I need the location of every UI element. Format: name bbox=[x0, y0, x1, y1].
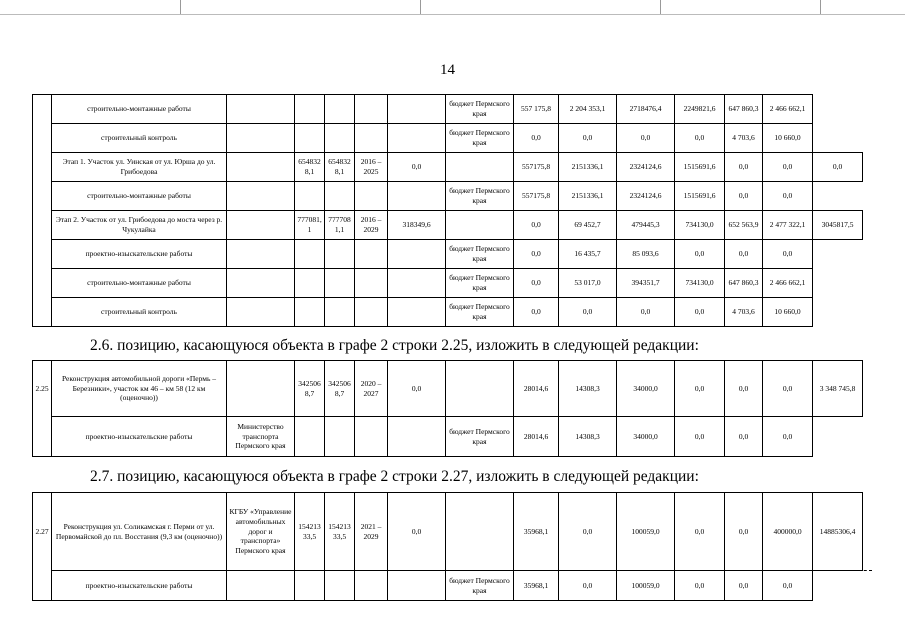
value-7: 0,0 bbox=[813, 153, 863, 182]
value-2: 16 435,7 bbox=[559, 240, 617, 269]
code-cell-2: 654832 8,1 bbox=[325, 153, 355, 182]
table-row bbox=[33, 124, 863, 153]
source-cell: бюджет Пермского края bbox=[446, 417, 514, 457]
instruction-2-6: 2.6. позицию, касающуюся объекта в графе 2 строки 2.25, изложить в следующей редакции: bbox=[90, 337, 699, 354]
value-1: 557175,8 bbox=[514, 182, 559, 211]
object-name: Реконструкция автомобильной дороги «Пермь – Березники», участок км 46 – км 58 (12 км (оценочно)) bbox=[52, 361, 227, 417]
value-6: 0,0 bbox=[763, 571, 813, 601]
table-row bbox=[33, 95, 863, 124]
source-cell: бюджет Пермского края bbox=[446, 95, 514, 124]
table-row bbox=[33, 571, 863, 601]
code-cell-2 bbox=[325, 182, 355, 211]
cost-cell bbox=[388, 124, 446, 153]
customer-cell bbox=[227, 95, 295, 124]
value-4: 0,0 bbox=[675, 417, 725, 457]
code-cell-2 bbox=[325, 95, 355, 124]
years-cell bbox=[355, 95, 388, 124]
top-rule bbox=[0, 0, 905, 15]
customer-cell: КГБУ «Управление автомобильных дорог и транспорта» Пермского края bbox=[227, 493, 295, 571]
value-6: 0,0 bbox=[763, 182, 813, 211]
source-cell bbox=[446, 493, 514, 571]
row-number bbox=[33, 124, 52, 153]
value-5: 0,0 bbox=[725, 493, 763, 571]
value-3: 0,0 bbox=[617, 124, 675, 153]
dashed-divider bbox=[822, 570, 872, 572]
source-cell: бюджет Пермского края bbox=[446, 240, 514, 269]
value-5: 0,0 bbox=[725, 182, 763, 211]
row-number bbox=[33, 182, 52, 211]
value-2: 2151336,1 bbox=[559, 182, 617, 211]
value-2: 69 452,7 bbox=[559, 211, 617, 240]
value-6: 2 477 322,1 bbox=[763, 211, 813, 240]
cost-cell bbox=[388, 182, 446, 211]
value-3: 479445,3 bbox=[617, 211, 675, 240]
value-2: 0,0 bbox=[559, 124, 617, 153]
years-cell bbox=[355, 269, 388, 298]
code-cell-1: 342506 8,7 bbox=[295, 361, 325, 417]
value-1: 0,0 bbox=[514, 298, 559, 327]
instruction-2-7: 2.7. позицию, касающуюся объекта в графе 2 строки 2.27, изложить в следующей редакции: bbox=[90, 468, 699, 485]
row-number bbox=[33, 153, 52, 182]
value-3: 2718476,4 bbox=[617, 95, 675, 124]
value-1: 35968,1 bbox=[514, 493, 559, 571]
table-row bbox=[33, 153, 863, 182]
code-cell-1 bbox=[295, 298, 325, 327]
value-3: 2324124,6 bbox=[617, 182, 675, 211]
code-cell-2 bbox=[325, 124, 355, 153]
value-6: 0,0 bbox=[763, 361, 813, 417]
object-name: строительно-монтажные работы bbox=[52, 95, 227, 124]
value-4: 0,0 bbox=[675, 240, 725, 269]
value-7: 3 348 745,8 bbox=[813, 361, 863, 417]
value-4: 1515691,6 bbox=[675, 153, 725, 182]
value-6: 400000,0 bbox=[763, 493, 813, 571]
object-name: строительный контроль bbox=[52, 124, 227, 153]
subitem-name: проектно-изыскательские работы bbox=[52, 417, 227, 457]
value-4: 0,0 bbox=[675, 361, 725, 417]
table-row bbox=[33, 211, 863, 240]
code-cell-1: 654832 8,1 bbox=[295, 153, 325, 182]
row-number: 2.27 bbox=[33, 493, 52, 571]
value-5: 0,0 bbox=[725, 417, 763, 457]
code-cell-1 bbox=[295, 95, 325, 124]
code-cell-1 bbox=[295, 124, 325, 153]
customer-cell: Министерство транспорта Пермского края bbox=[227, 417, 295, 457]
value-6: 10 660,0 bbox=[763, 124, 813, 153]
value-1: 28014,6 bbox=[514, 361, 559, 417]
code-cell-1 bbox=[295, 182, 325, 211]
value-7: 3045817,5 bbox=[813, 211, 863, 240]
value-3: 2324124,6 bbox=[617, 153, 675, 182]
cost-cell: 0,0 bbox=[388, 361, 446, 417]
value-6: 10 660,0 bbox=[763, 298, 813, 327]
customer-cell bbox=[227, 298, 295, 327]
value-1: 557 175,8 bbox=[514, 95, 559, 124]
cost-cell: 0,0 bbox=[388, 153, 446, 182]
value-6: 0,0 bbox=[763, 240, 813, 269]
years-cell bbox=[355, 298, 388, 327]
object-name: строительно-монтажные работы bbox=[52, 269, 227, 298]
value-2: 14308,3 bbox=[559, 417, 617, 457]
object-name: Реконструкция ул. Соликамская г. Перми от ул. Первомайской до пл. Восстания (9,3 км (оценочно)) bbox=[52, 493, 227, 571]
code-cell-2: 154213 33,5 bbox=[325, 493, 355, 571]
value-5: 647 860,3 bbox=[725, 269, 763, 298]
table-row bbox=[33, 361, 863, 417]
value-1: 28014,6 bbox=[514, 417, 559, 457]
value-2: 0,0 bbox=[559, 571, 617, 601]
customer-cell bbox=[227, 269, 295, 298]
object-name: строительный контроль bbox=[52, 298, 227, 327]
value-3: 34000,0 bbox=[617, 361, 675, 417]
cost-cell bbox=[388, 269, 446, 298]
page-number: 14 bbox=[440, 62, 455, 78]
value-3: 85 093,6 bbox=[617, 240, 675, 269]
years-cell bbox=[355, 182, 388, 211]
cost-cell: 318349,6 bbox=[388, 211, 446, 240]
table-row bbox=[33, 182, 863, 211]
cost-cell bbox=[388, 240, 446, 269]
value-3: 34000,0 bbox=[617, 417, 675, 457]
value-1: 0,0 bbox=[514, 240, 559, 269]
row-number bbox=[33, 269, 52, 298]
object-name: Этап 2. Участок от ул. Грибоедова до моста через р. Чукулайка bbox=[52, 211, 227, 240]
value-4: 1515691,6 bbox=[675, 182, 725, 211]
value-3: 394351,7 bbox=[617, 269, 675, 298]
value-1: 35968,1 bbox=[514, 571, 559, 601]
code-cell-1 bbox=[295, 240, 325, 269]
value-5: 0,0 bbox=[725, 153, 763, 182]
value-3: 0,0 bbox=[617, 298, 675, 327]
value-2: 0,0 bbox=[559, 298, 617, 327]
value-7 bbox=[813, 298, 863, 327]
code-cell-1 bbox=[295, 269, 325, 298]
row-number bbox=[33, 211, 52, 240]
value-2: 2 204 353,1 bbox=[559, 95, 617, 124]
years-cell bbox=[355, 240, 388, 269]
source-cell bbox=[446, 361, 514, 417]
value-7: 14885306,4 bbox=[813, 493, 863, 571]
object-name: строительно-монтажные работы bbox=[52, 182, 227, 211]
value-2: 53 017,0 bbox=[559, 269, 617, 298]
object-name: Этап 1. Участок ул. Уинская от ул. Юрша до ул. Грибоедова bbox=[52, 153, 227, 182]
customer-cell bbox=[227, 211, 295, 240]
table-row bbox=[33, 417, 863, 457]
value-7 bbox=[813, 124, 863, 153]
code-cell-2: 342506 8,7 bbox=[325, 361, 355, 417]
table-row bbox=[33, 269, 863, 298]
value-6: 2 466 662,1 bbox=[763, 95, 813, 124]
value-6: 0,0 bbox=[763, 153, 813, 182]
years-cell: 2020 – 2027 bbox=[355, 361, 388, 417]
years-cell: 2016 – 2025 bbox=[355, 153, 388, 182]
value-6: 2 466 662,1 bbox=[763, 269, 813, 298]
code-cell-2 bbox=[325, 240, 355, 269]
customer-cell bbox=[227, 182, 295, 211]
code-cell-2: 777708 1,1 bbox=[325, 211, 355, 240]
value-3: 100059,0 bbox=[617, 571, 675, 601]
value-5: 0,0 bbox=[725, 571, 763, 601]
value-7 bbox=[813, 95, 863, 124]
code-cell-1: 154213 33,5 bbox=[295, 493, 325, 571]
value-3: 100059,0 bbox=[617, 493, 675, 571]
value-2: 14308,3 bbox=[559, 361, 617, 417]
cost-cell bbox=[388, 298, 446, 327]
code-cell-2 bbox=[325, 298, 355, 327]
value-4: 0,0 bbox=[675, 493, 725, 571]
value-7 bbox=[813, 269, 863, 298]
value-5: 0,0 bbox=[725, 240, 763, 269]
value-4: 0,0 bbox=[675, 124, 725, 153]
value-1: 0,0 bbox=[514, 269, 559, 298]
row-number: 2.25 bbox=[33, 361, 52, 417]
source-cell: бюджет Пермского края bbox=[446, 298, 514, 327]
value-5: 652 563,9 bbox=[725, 211, 763, 240]
cost-cell bbox=[388, 95, 446, 124]
source-cell: бюджет Пермского края bbox=[446, 571, 514, 601]
value-4: 734130,0 bbox=[675, 269, 725, 298]
value-4: 734130,0 bbox=[675, 211, 725, 240]
cost-cell: 0,0 bbox=[388, 493, 446, 571]
value-1: 557175,8 bbox=[514, 153, 559, 182]
value-6: 0,0 bbox=[763, 417, 813, 457]
value-2: 2151336,1 bbox=[559, 153, 617, 182]
value-7 bbox=[813, 182, 863, 211]
row-number bbox=[33, 95, 52, 124]
table-row bbox=[33, 240, 863, 269]
years-cell bbox=[355, 124, 388, 153]
customer-cell bbox=[227, 124, 295, 153]
source-cell bbox=[446, 211, 514, 240]
code-cell-2 bbox=[325, 269, 355, 298]
object-name: проектно-изыскательские работы bbox=[52, 240, 227, 269]
customer-cell bbox=[227, 240, 295, 269]
code-cell-1: 777081, 1 bbox=[295, 211, 325, 240]
source-cell: бюджет Пермского края bbox=[446, 269, 514, 298]
years-cell: 2016 – 2029 bbox=[355, 211, 388, 240]
row-number bbox=[33, 298, 52, 327]
value-5: 0,0 bbox=[725, 361, 763, 417]
table-row bbox=[33, 298, 863, 327]
budget-table-continued bbox=[32, 94, 863, 327]
value-4: 2249821,6 bbox=[675, 95, 725, 124]
value-4: 0,0 bbox=[675, 571, 725, 601]
subitem-name: проектно-изыскательские работы bbox=[52, 571, 227, 601]
source-cell: бюджет Пермского края bbox=[446, 182, 514, 211]
value-5: 647 860,3 bbox=[725, 95, 763, 124]
table-row bbox=[33, 493, 863, 571]
years-cell: 2021 – 2029 bbox=[355, 493, 388, 571]
source-cell bbox=[446, 153, 514, 182]
value-1: 0,0 bbox=[514, 124, 559, 153]
table-row-2-27 bbox=[32, 492, 863, 601]
value-2: 0,0 bbox=[559, 493, 617, 571]
source-cell: бюджет Пермского края bbox=[446, 124, 514, 153]
value-5: 4 703,6 bbox=[725, 124, 763, 153]
value-1: 0,0 bbox=[514, 211, 559, 240]
value-5: 4 703,6 bbox=[725, 298, 763, 327]
value-7 bbox=[813, 240, 863, 269]
customer-cell bbox=[227, 153, 295, 182]
value-4: 0,0 bbox=[675, 298, 725, 327]
table-row-2-25 bbox=[32, 360, 863, 457]
row-number bbox=[33, 240, 52, 269]
customer-cell bbox=[227, 361, 295, 417]
